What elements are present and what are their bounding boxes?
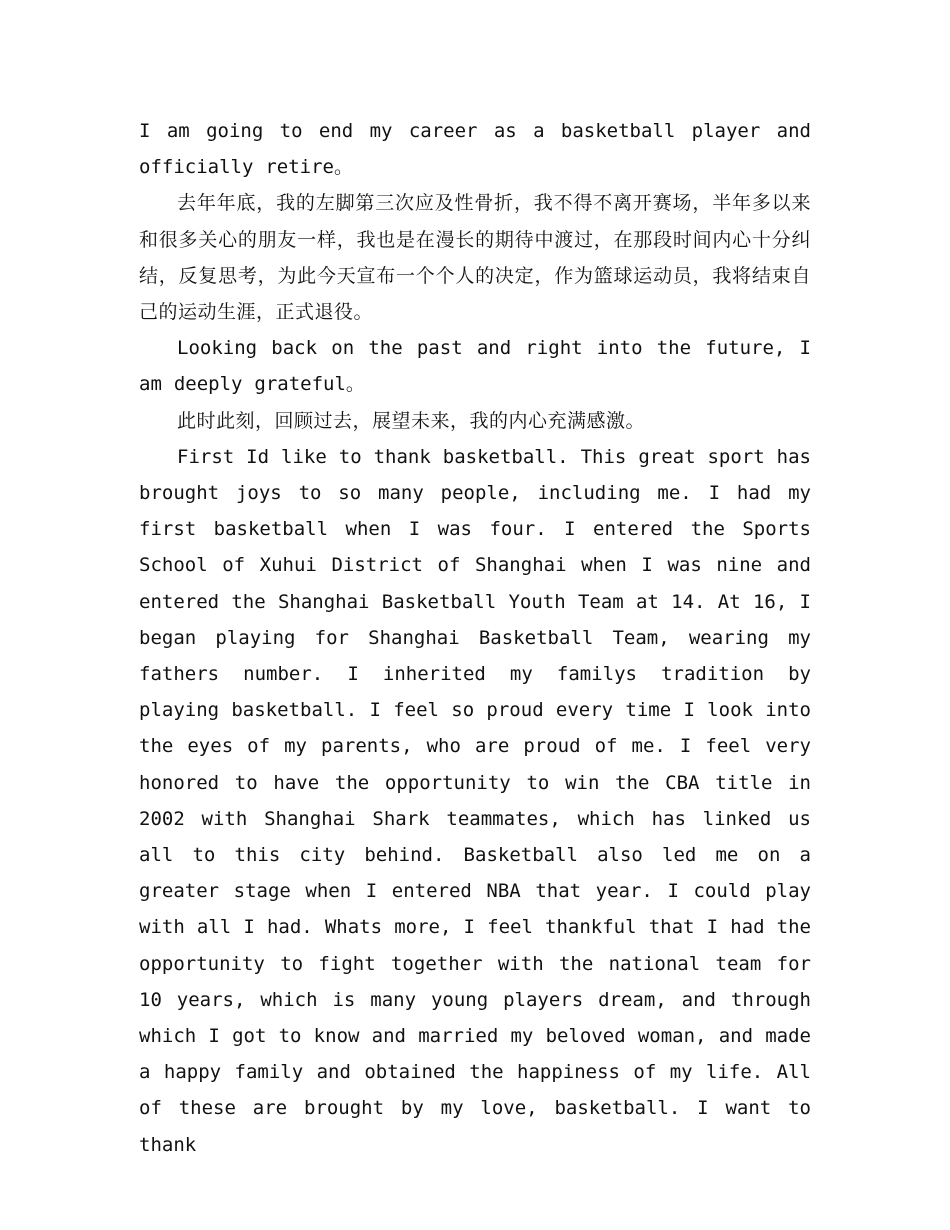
document-body [139,113,811,1163]
paragraph-retirement-en: I am going to end my career as a basketball player and officially retire。 [139,120,811,179]
paragraph-gratitude-en: Looking back on the past and right into the future, I am deeply grateful。 [139,337,811,396]
paragraph-gratitude-zh: 此时此刻，回顾过去，展望未来，我的内心充满感激。 [177,409,646,432]
paragraph-thanks-basketball-en: First Id like to thank basketball. This great sport has brought joys to so many people, including me. I had my first basketball when I was four. I entered the Sports School of Xuhui District of Shanghai when I was nine and entered the Shanghai Basketball Youth Team at 14. At 16, I began playing for Shanghai Basketball Team, wearing my fathers number. I inherited my familys tradition by playing basketball. I feel so proud every time I look into the eyes of my parents, who are proud of me. I feel very honored to have the opportunity to win the CBA title in 2002 with Shanghai Shark teammates, which has linked us all to this city behind. Basketball also led me on a greater stage when I entered NBA that year. I could play with all I had. Whats more, I feel thankful that I had the opportunity to fight together with the national team for 10 years, which is many young players dream, and through which I got to know and married my beloved woman, and made a happy family and obtained the happiness of my life. All of these are brought by my love, basketball. I want to thank [139,445,811,1156]
paragraph-retirement-zh: 去年年底，我的左脚第三次应及性骨折，我不得不离开赛场，半年多以来和很多关心的朋友一样，我也是在漫长的期待中渡过，在那段时间内心十分纠结，反复思考，为此今天宣布一个个人的决定，作为篮球运动员，我将结束自己的运动生涯，正式退役。 [139,192,811,324]
